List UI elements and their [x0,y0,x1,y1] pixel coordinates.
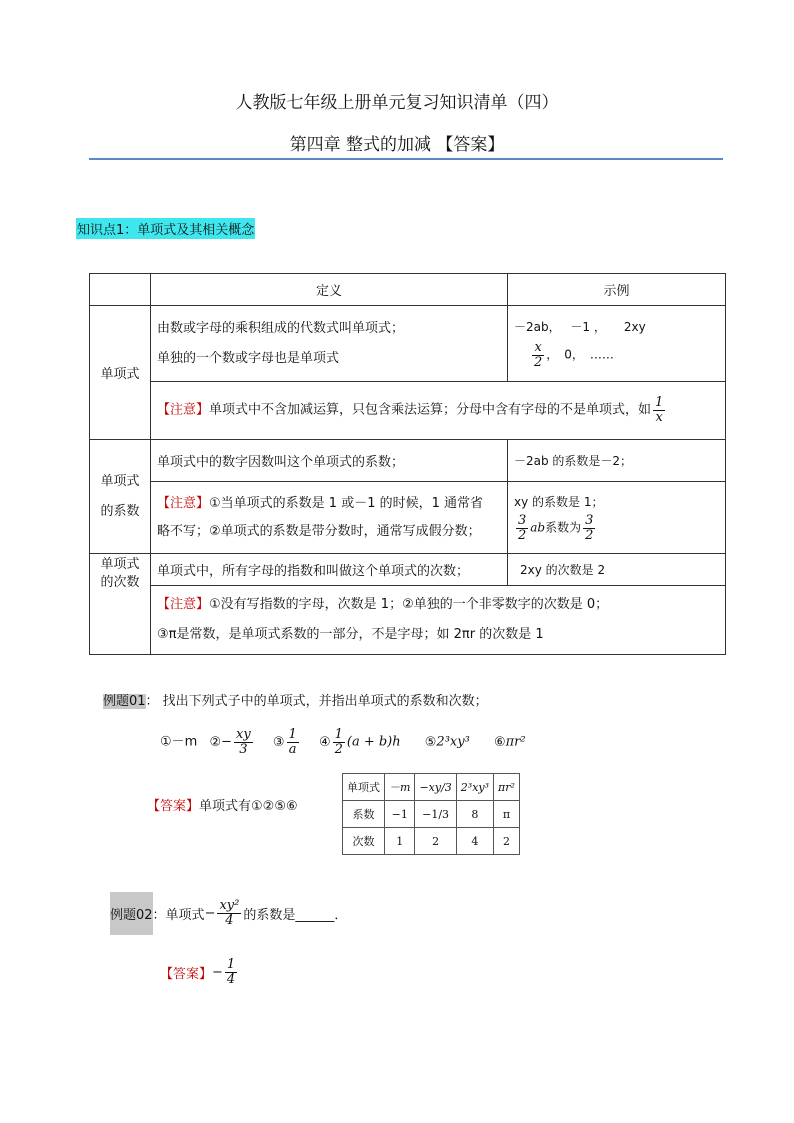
monomial-example-line1: －2ab， －1 ， 2xy [514,319,646,334]
mini-header-2: −xy/3 [415,774,456,801]
example1-answer [147,795,298,814]
mini-coef-2: 8 [456,801,493,828]
monomial-example-line2 [514,341,719,369]
example2-sign: − [204,905,216,921]
coefficient-definition: 单项式中的数字因数叫这个单项式的系数； [151,440,508,482]
item-4-rest: (a + b)h [346,734,401,750]
item-2-sign: − [221,734,233,750]
deg-note-line1: ①没有写指数的字母，次数是 1；②单独的一个非零数字的次数是 0； [209,597,609,612]
monomial-examples [508,306,726,382]
monomial-def-line1: 由数或字母的乘积组成的代数式叫单项式； [157,320,405,336]
answer-tag: 【答案】 [160,966,213,982]
example2-question-line [110,892,347,934]
coefficient-examples-2 [508,482,726,554]
monomial-def-line2: 单独的一个数或字母也是单项式 [157,350,340,366]
example2-answer-fraction: $\frac{1}{4}$ [226,957,236,987]
coef-note-line2: 略不写；②单项式的系数是带分数时，通常写成假分数； [157,523,481,539]
coef-example-mid: 系数为 [545,520,582,535]
fraction-x-over-2: $\frac{x}{2}$ [534,339,543,370]
coefficient-example: －2ab 的系数是－2； [508,440,726,482]
deg-label-line2: 的次数 [100,575,140,590]
mini-deg-0: 1 [385,828,415,855]
mini-coef-0: −1 [385,801,415,828]
answer-table [342,773,520,855]
item-2-fraction: $\frac{xy}{3}$ [236,727,251,757]
monomial-definition [151,306,508,382]
item-5-prefix: ⑤ [424,734,437,750]
coef-label-line2: 的系数 [100,503,140,519]
monomial-example-rest: ， 0， …… [546,347,614,362]
concept-table [89,273,726,655]
note-tag: 【注意】 [157,495,210,511]
monomial-note [151,382,726,440]
coef-example-var: ab [530,520,546,535]
coef-example-fraction [514,514,719,542]
mini-coef-label: 系数 [343,801,385,828]
coefficient-note [151,482,508,554]
mini-header-0: 单项式 [343,774,385,801]
note-tag: 【注意】 [157,597,210,612]
mini-deg-1: 2 [415,828,456,855]
example2-suffix: 的系数是______． [243,907,348,923]
header-example: 示例 [508,274,726,306]
mini-header-4: πr² [494,774,520,801]
mini-header-3: 2³xy³ [456,774,493,801]
mini-coef-1: −1/3 [415,801,456,828]
header-divider [89,158,723,160]
mini-header-1: －m [385,774,415,801]
chapter-subtitle: 第四章 整式的加减 【答案】 [289,135,505,155]
item-6-prefix: ⑥ [493,734,506,750]
example1-question-line [103,690,488,709]
mini-deg-3: 2 [494,828,520,855]
item-3-fraction: $\frac{1}{a}$ [288,727,297,757]
item-2-prefix: ② [209,734,222,750]
example1-answer-text: 单项式有①②⑤⑥ [199,799,298,814]
mini-coef-3: π [494,801,520,828]
fraction-3-over-2-b: $\frac{3}{2}$ [585,512,594,543]
row-label-coefficient [90,440,151,554]
fraction-1-over-x: $\frac{1}{x}$ [655,395,664,425]
example2-answer [160,958,239,986]
degree-note [151,586,726,655]
item-4-prefix: ④ [318,734,331,750]
item-6-expr: πr² [505,734,526,750]
corner-cell [90,274,151,306]
example1-question: ： 找出下列式子中的单项式，并指出单项式的系数和次数； [145,694,488,709]
item-5-expr: 2³xy³ [436,734,470,750]
row-label-degree [90,554,151,655]
example2-prefix: ：单项式 [152,907,205,923]
monomial-note-text: 单项式中不含加减运算，只包含乘法运算；分母中含有字母的不是单项式，如 [209,403,652,418]
document-title: 人教版七年级上册单元复习知识清单（四） [235,93,559,113]
coef-label-line1: 单项式 [100,473,140,489]
item-4-fraction: $\frac{1}{2}$ [334,727,343,757]
example1-tag: 例题01 [103,694,146,709]
degree-definition: 单项式中，所有字母的指数和叫做这个单项式的次数； [151,554,508,586]
header-definition: 定义 [151,274,508,306]
example2-answer-sign: − [212,964,223,980]
answer-tag: 【答案】 [147,799,200,814]
row-label-monomial: 单项式 [90,306,151,440]
mini-deg-label: 次数 [343,828,385,855]
item-3-prefix: ③ [272,734,285,750]
mini-deg-2: 4 [456,828,493,855]
coef-example-xy: xy 的系数是 1； [514,494,604,509]
example2-fraction: $\frac{\text{xy²}}{4}$ [219,897,240,928]
deg-note-line2: ③π是常数，是单项式系数的一部分，不是字母；如 2πr 的次数是 1 [157,627,544,642]
note-tag: 【注意】 [157,403,210,418]
knowledge-point-heading: 知识点1：单项式及其相关概念 [76,218,255,239]
deg-label-line1: 单项式 [100,557,140,572]
example2-tag: 例题02 [110,892,153,935]
example1-items [160,728,526,756]
fraction-3-over-2: $\frac{3}{2}$ [518,512,527,543]
degree-example: 2xy 的次数是 2 [508,554,726,586]
coef-note-line1: ①当单项式的系数是 1 或－1 的时候，1 通常省 [209,495,484,511]
item-1: ①－m [160,734,198,750]
